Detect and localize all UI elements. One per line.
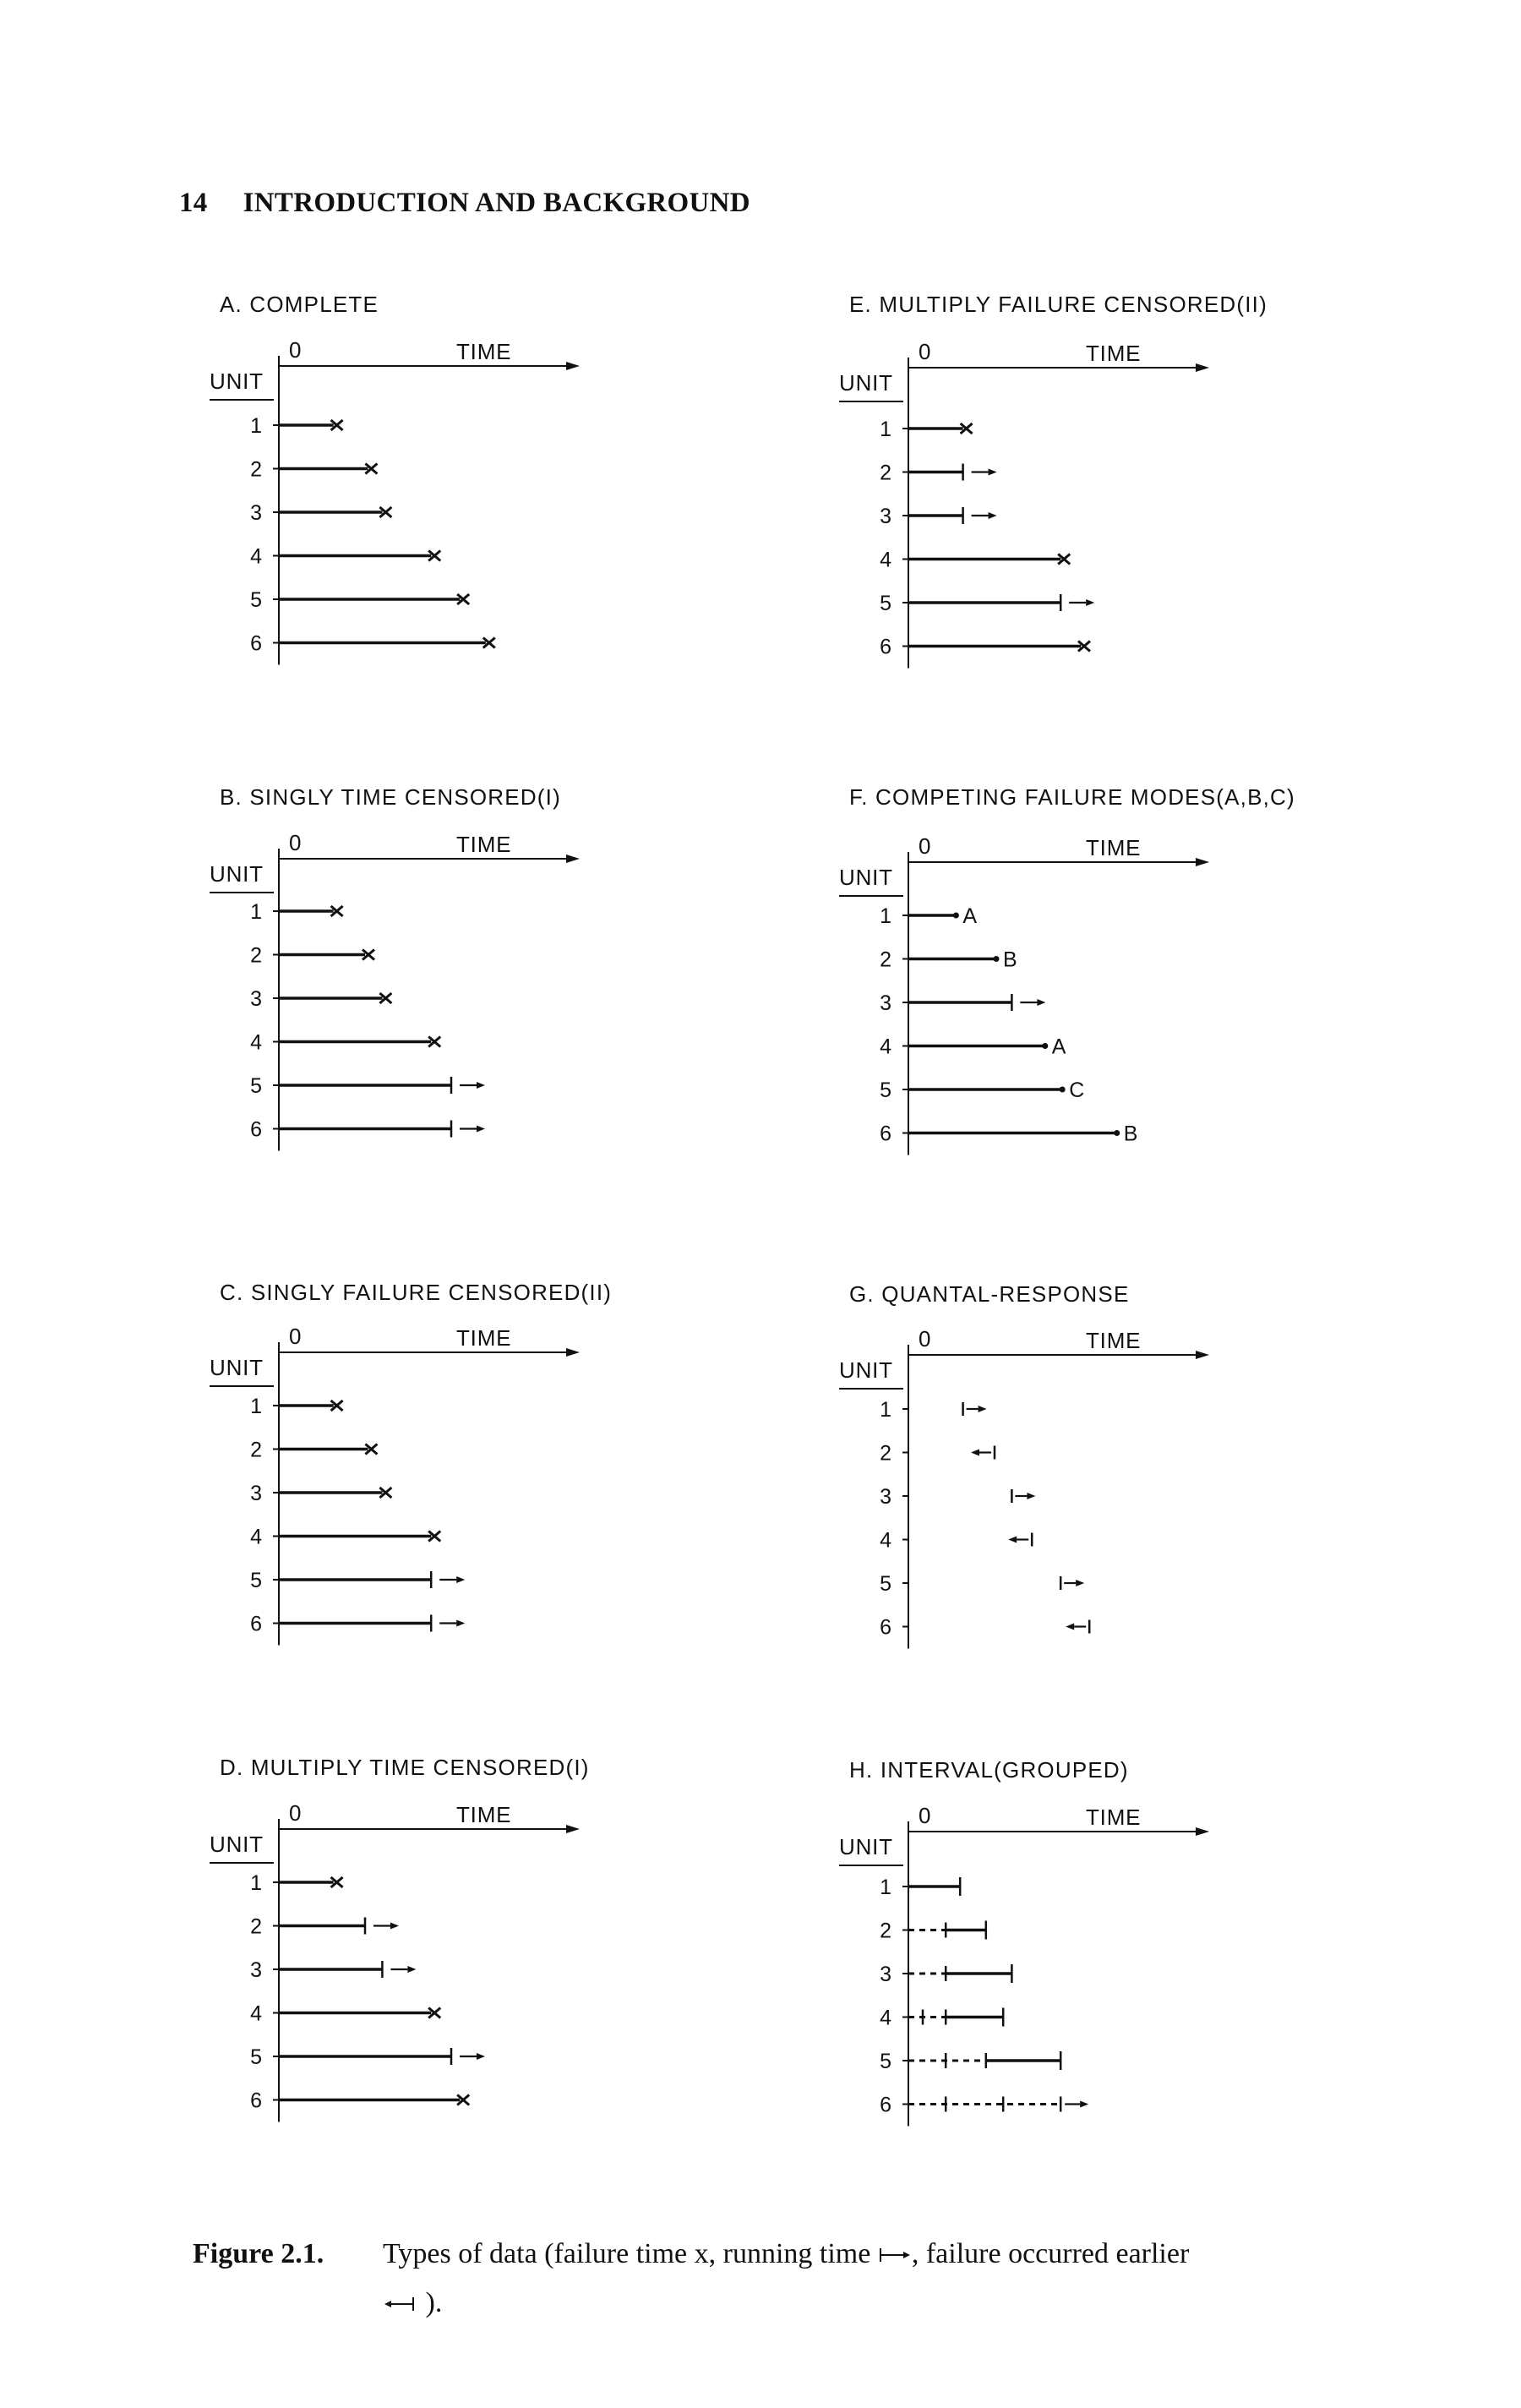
- unit-number: 1: [880, 904, 891, 928]
- unit-row-2: [880, 1442, 995, 1466]
- time-label: TIME: [456, 1325, 512, 1351]
- time-arrowhead: [1196, 858, 1209, 866]
- time-label: TIME: [1086, 835, 1142, 860]
- unit-number: 1: [250, 1395, 262, 1418]
- panel-title: F. COMPETING FAILURE MODES(A,B,C): [849, 784, 1295, 810]
- panel-g: [839, 1281, 1209, 1649]
- time-label: TIME: [1086, 1328, 1142, 1353]
- unit-row-5: [880, 1078, 1084, 1102]
- unit-row-1: [250, 900, 343, 924]
- unit-row-1: [250, 414, 343, 438]
- zero-label: 0: [919, 1803, 932, 1828]
- unit-number: 4: [880, 1035, 891, 1059]
- unit-row-1: [880, 1876, 960, 1899]
- unit-label: UNIT: [839, 1834, 893, 1859]
- unit-row-6: [880, 1616, 1089, 1640]
- zero-label: 0: [289, 1324, 303, 1349]
- time-arrowhead: [566, 855, 580, 863]
- unit-row-6: [250, 1613, 465, 1636]
- unit-row-3: [250, 501, 391, 525]
- zero-label: 0: [289, 337, 303, 363]
- caption-text-earlier: , failure occurred earlier: [911, 2238, 1190, 2269]
- unit-number: 5: [880, 592, 891, 615]
- unit-number: 6: [880, 1122, 891, 1146]
- unit-number: 5: [880, 1572, 891, 1596]
- time-label: TIME: [456, 339, 512, 364]
- panel-title: B. SINGLY TIME CENSORED(I): [220, 784, 561, 810]
- unit-number: 1: [250, 900, 262, 924]
- unit-number: 6: [880, 1615, 891, 1640]
- unit-row-1: [250, 1395, 343, 1418]
- unit-row-3: [880, 505, 997, 528]
- time-label: TIME: [1086, 341, 1142, 366]
- caption-text-close: ).: [418, 2287, 443, 2318]
- panel-title: A. COMPLETE: [220, 292, 379, 317]
- unit-number: 3: [880, 1485, 891, 1509]
- unit-number: 5: [880, 1078, 891, 1102]
- unit-number: 1: [250, 414, 262, 438]
- unit-number: 2: [250, 1438, 262, 1462]
- unit-number: 4: [880, 2006, 891, 2030]
- unit-label: UNIT: [839, 370, 893, 396]
- running-title: INTRODUCTION AND BACKGROUND: [243, 188, 750, 218]
- panel-a: [210, 292, 580, 665]
- unit-number: 3: [250, 987, 262, 1011]
- unit-row-5: [250, 2045, 485, 2069]
- zero-label: 0: [289, 830, 303, 855]
- panel-f: [839, 784, 1295, 1155]
- page-number: 14: [179, 188, 208, 218]
- unit-number: 2: [880, 947, 891, 972]
- panel-b: [210, 784, 580, 1151]
- unit-number: 6: [250, 1117, 262, 1142]
- unit-row-2: [250, 1915, 399, 1939]
- unit-number: 1: [250, 1871, 262, 1895]
- unit-label: UNIT: [210, 369, 264, 394]
- unit-row-5: [880, 592, 1094, 615]
- unit-number: 4: [250, 1525, 262, 1549]
- unit-number: 5: [250, 588, 262, 612]
- unit-number: 6: [250, 1612, 262, 1636]
- unit-row-6: [880, 2094, 1088, 2117]
- unit-row-6: [250, 1118, 485, 1142]
- failure-mode-label: B: [1123, 1122, 1138, 1146]
- unit-label: UNIT: [210, 861, 264, 887]
- zero-label: 0: [919, 1326, 932, 1351]
- unit-number: 4: [250, 1030, 262, 1055]
- unit-number: 2: [250, 1914, 262, 1939]
- panel-d: [210, 1755, 590, 2122]
- time-arrowhead: [1196, 363, 1209, 372]
- unit-label: UNIT: [210, 1355, 264, 1380]
- unit-number: 6: [250, 2089, 262, 2113]
- unit-row-5: [880, 2050, 1060, 2073]
- unit-row-3: [880, 991, 1045, 1015]
- time-label: TIME: [1086, 1805, 1142, 1830]
- unit-row-5: [250, 588, 469, 612]
- zero-label: 0: [289, 1800, 303, 1826]
- unit-row-5: [250, 1569, 465, 1592]
- unit-row-1: [880, 904, 977, 928]
- panel-c: [210, 1280, 612, 1646]
- unit-row-4: [880, 1529, 1032, 1553]
- unit-row-4: [880, 2007, 1003, 2030]
- zero-label: 0: [919, 339, 932, 364]
- unit-number: 3: [250, 1958, 262, 1982]
- unit-row-2: [880, 948, 1017, 972]
- unit-row-5: [250, 1074, 485, 1098]
- unit-row-2: [880, 1919, 986, 1943]
- unit-row-1: [880, 1398, 987, 1422]
- failure-mode-label: C: [1069, 1078, 1085, 1102]
- unit-row-2: [250, 458, 377, 482]
- time-arrowhead: [1196, 1827, 1209, 1836]
- time-arrowhead: [566, 362, 580, 370]
- unit-number: 4: [250, 544, 262, 569]
- panel-e: [839, 292, 1268, 669]
- failure-earlier-symbol: [383, 2295, 418, 2313]
- running-time-symbol: [878, 2246, 912, 2264]
- unit-row-3: [880, 1963, 1011, 1986]
- unit-number: 4: [250, 2001, 262, 2026]
- unit-row-3: [250, 987, 391, 1011]
- failure-mode-label: A: [1051, 1035, 1066, 1059]
- unit-row-6: [880, 636, 1090, 659]
- unit-number: 5: [880, 2050, 891, 2073]
- unit-number: 2: [880, 1919, 891, 1943]
- unit-number: 5: [250, 1074, 262, 1098]
- failure-x-symbol: x: [694, 2238, 709, 2269]
- unit-row-6: [250, 632, 495, 656]
- unit-row-3: [250, 1958, 416, 1982]
- panel-title: G. QUANTAL-RESPONSE: [849, 1281, 1130, 1307]
- unit-row-1: [880, 418, 973, 441]
- unit-number: 4: [880, 1528, 891, 1553]
- unit-number: 1: [880, 1398, 891, 1422]
- time-arrowhead: [566, 1348, 580, 1357]
- panel-title: C. SINGLY FAILURE CENSORED(II): [220, 1280, 613, 1305]
- panel-h: [839, 1757, 1209, 2127]
- unit-label: UNIT: [210, 1832, 264, 1857]
- unit-number: 6: [250, 631, 262, 656]
- unit-row-6: [250, 2089, 469, 2113]
- unit-row-3: [250, 1482, 391, 1505]
- unit-number: 5: [250, 1569, 262, 1592]
- unit-number: 6: [880, 2093, 891, 2117]
- unit-number: 1: [880, 418, 891, 441]
- unit-number: 3: [880, 991, 891, 1015]
- unit-number: 3: [250, 1482, 262, 1505]
- time-arrowhead: [1196, 1351, 1209, 1359]
- failure-mode-label: B: [1003, 947, 1017, 972]
- time-label: TIME: [456, 1802, 512, 1827]
- unit-number: 2: [880, 461, 891, 485]
- caption-text: Types of data (failure time: [383, 2238, 695, 2269]
- time-label: TIME: [456, 832, 512, 857]
- panel-title: H. INTERVAL(GROUPED): [849, 1757, 1129, 1783]
- time-arrowhead: [566, 1825, 580, 1833]
- unit-number: 2: [250, 457, 262, 482]
- unit-number: 2: [880, 1441, 891, 1466]
- unit-row-6: [880, 1122, 1137, 1146]
- unit-number: 3: [880, 505, 891, 528]
- unit-number: 3: [250, 501, 262, 525]
- figure-number: Figure 2.1.: [193, 2238, 324, 2269]
- unit-row-2: [250, 1439, 377, 1462]
- unit-number: 2: [250, 943, 262, 968]
- unit-row-2: [880, 461, 997, 485]
- unit-row-3: [880, 1485, 1035, 1509]
- panel-title: E. MULTIPLY FAILURE CENSORED(II): [849, 292, 1268, 317]
- unit-row-5: [880, 1572, 1084, 1596]
- caption-text-running: , running time: [708, 2238, 878, 2269]
- unit-number: 5: [250, 2045, 262, 2069]
- unit-number: 3: [880, 1963, 891, 1986]
- unit-label: UNIT: [839, 1357, 893, 1383]
- unit-number: 6: [880, 635, 891, 659]
- zero-label: 0: [919, 833, 932, 859]
- unit-row-2: [250, 944, 374, 968]
- failure-mode-label: A: [962, 904, 978, 928]
- figure-caption: [193, 2230, 1367, 2328]
- unit-number: 1: [880, 1876, 891, 1899]
- unit-label: UNIT: [839, 865, 893, 890]
- unit-row-1: [250, 1871, 343, 1895]
- unit-number: 4: [880, 548, 891, 572]
- panel-title: D. MULTIPLY TIME CENSORED(I): [220, 1755, 590, 1780]
